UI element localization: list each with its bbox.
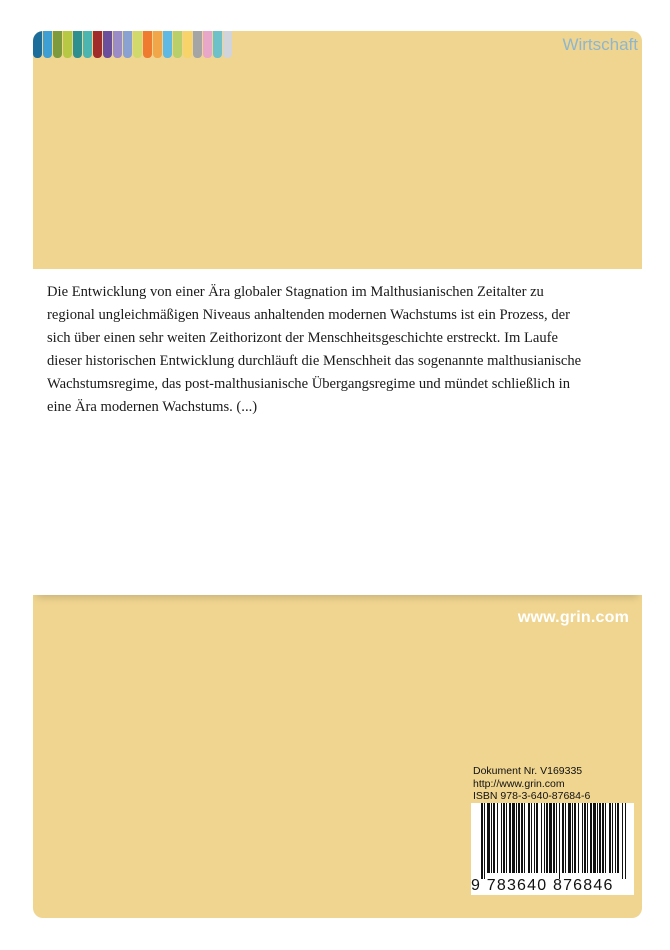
- barcode-bar: [518, 803, 520, 873]
- barcode-bar: [556, 803, 557, 873]
- barcode-bar: [562, 803, 564, 873]
- barcode-bars: [471, 803, 634, 879]
- color-stripe: [53, 31, 62, 58]
- color-stripes: [33, 31, 233, 58]
- barcode-bar: [503, 803, 505, 873]
- barcode-bar: [493, 803, 495, 873]
- barcode-bar: [625, 803, 626, 879]
- isbn: ISBN 978-3-640-87684-6: [473, 790, 591, 802]
- barcode-bar: [506, 803, 507, 873]
- barcode-bar: [587, 803, 588, 873]
- color-stripe: [83, 31, 92, 58]
- barcode-bar: [617, 803, 619, 873]
- barcode-bar: [501, 803, 502, 873]
- barcode-bar: [565, 803, 566, 873]
- color-stripe: [113, 31, 122, 58]
- barcode-bar: [574, 803, 576, 873]
- barcode-bar: [572, 803, 573, 873]
- barcode-bar: [491, 803, 492, 873]
- barcode-bar: [559, 803, 560, 879]
- color-stripe: [103, 31, 112, 58]
- isbn-barcode: [471, 803, 634, 895]
- barcode-bar: [615, 803, 616, 873]
- color-stripe: [123, 31, 132, 58]
- barcode-number: 9 783640 876846: [471, 877, 614, 894]
- barcode-bar: [622, 803, 623, 879]
- barcode-bar: [584, 803, 586, 873]
- barcode-bar: [546, 803, 548, 873]
- color-stripe: [93, 31, 102, 58]
- barcode-bar: [593, 803, 596, 873]
- barcode-bar: [521, 803, 523, 873]
- barcode-bar: [609, 803, 611, 873]
- blurb-text: Die Entwicklung von einer Ära globaler Stagnation im Malthusianischen Zeitalter zu regional ungleichmäßigen Niveaus anhaltenden modernen Wachstums ist ein Prozess, der sich über einen sehr weiten Zeithorizont der Menschheitsgeschichte erstreckt. Im Laufe dieser historischen Entwicklung durchläuft die Menschheit das sogenannte malthusianische Wachstumsregime, das post-malthusianische Übergangsregime und mündet schließlich in eine Ära modernen Wachstums. (...): [47, 284, 582, 415]
- barcode-bar: [487, 803, 490, 873]
- barcode-bar: [541, 803, 542, 873]
- barcode-bar: [597, 803, 598, 873]
- color-stripe: [213, 31, 222, 58]
- color-stripe: [43, 31, 52, 58]
- color-stripe: [203, 31, 212, 58]
- barcode-bar: [605, 803, 606, 873]
- barcode-bar: [568, 803, 571, 873]
- barcode-bar: [524, 803, 525, 873]
- barcode-bar: [553, 803, 555, 873]
- barcode-bar: [599, 803, 601, 873]
- document-number: Dokument Nr. V169335: [473, 765, 583, 777]
- publisher-url[interactable]: www.grin.com: [517, 609, 629, 626]
- color-stripe: [153, 31, 162, 58]
- barcode-bar: [544, 803, 545, 873]
- color-stripe: [173, 31, 182, 58]
- color-stripe: [183, 31, 192, 58]
- barcode-bar: [528, 803, 530, 873]
- barcode-bar: [590, 803, 592, 873]
- barcode-bar: [534, 803, 535, 873]
- document-website[interactable]: http://www.grin.com: [473, 777, 565, 790]
- barcode-bar: [536, 803, 538, 873]
- barcode-bar: [516, 803, 517, 873]
- barcode-bar: [612, 803, 613, 873]
- color-stripe: [133, 31, 142, 58]
- barcode-bar: [602, 803, 604, 873]
- barcode-bar: [531, 803, 532, 873]
- barcode-bar: [578, 803, 579, 873]
- color-stripe: [223, 31, 232, 58]
- barcode-bar: [481, 803, 483, 879]
- color-stripe: [63, 31, 72, 58]
- color-stripe: [163, 31, 172, 58]
- category-label: Wirtschaft: [562, 35, 638, 54]
- blurb-panel: [33, 269, 642, 595]
- barcode-bar: [484, 803, 485, 879]
- book-back-cover: [33, 31, 642, 918]
- barcode-bar: [549, 803, 552, 873]
- barcode-bar: [497, 803, 498, 873]
- color-stripe: [33, 31, 42, 58]
- color-stripe: [73, 31, 82, 58]
- document-info: [473, 765, 590, 803]
- barcode-bar: [512, 803, 515, 873]
- color-stripe: [193, 31, 202, 58]
- color-stripe: [143, 31, 152, 58]
- barcode-bar: [509, 803, 511, 873]
- barcode-bar: [582, 803, 583, 873]
